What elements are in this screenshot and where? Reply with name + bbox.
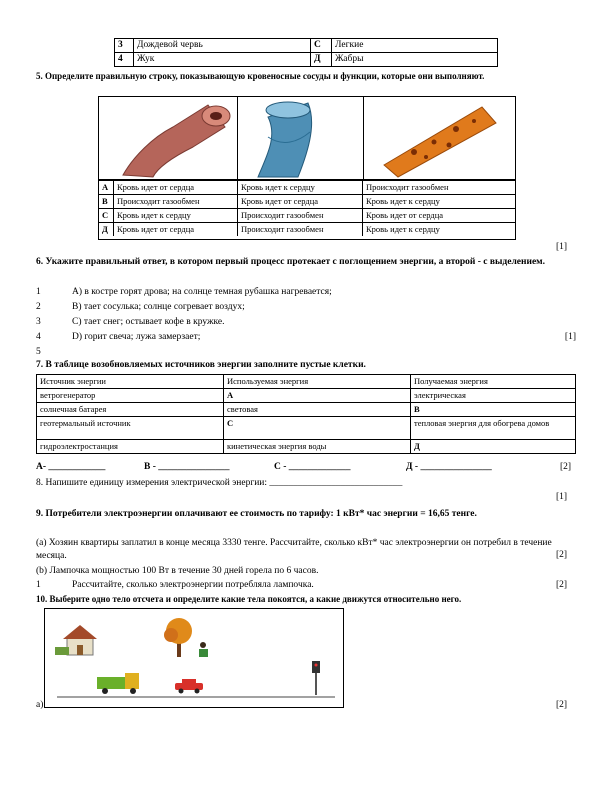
table-cell: А [224,389,411,403]
table-cell: Кровь идет от сердца [363,209,516,223]
item-text: А) в костре горят дрова; на солнце темная рубашка нагревается; [72,287,332,297]
house-icon [55,625,97,655]
table-cell: Кровь идет от сердца [238,195,363,209]
table-cell: Д [311,53,332,67]
table-cell: Происходит газообмен [238,223,363,237]
truck-icon [97,673,139,694]
list-item [36,316,576,328]
list-item [36,286,576,298]
q9b-calc-text: Рассчитайте, сколько электроэнергии потребляла лампочка. [72,580,314,590]
vessels-images-row [99,97,515,180]
table-cell: ветрогенератор [37,389,224,403]
table-cell: Кровь идет к сердцу [363,195,516,209]
table-cell: С [224,417,411,440]
item-number: 1 [36,287,41,297]
row-key: В [99,195,114,209]
question-10-text: 10. Выберите одно тело отсчета и определите какие тела покоятся, а какие движутся относительно него. [36,594,462,604]
car-icon [175,679,203,694]
artery-image-cell [113,97,238,179]
row-key: Д [99,223,114,237]
traffic-light-icon [312,661,320,695]
table-cell: Кровь идет к сердцу [114,209,238,223]
table-cell: кинетическая энергия воды [224,440,411,454]
item-number: 3 [36,317,41,327]
answer-d: Д - _______________ [406,462,492,472]
table-row [37,440,576,454]
q9a-mark: [2] [556,550,568,560]
vein-image [238,97,363,179]
energy-table [36,374,576,454]
answer-b: В - _______________ [144,462,230,472]
list-item [36,346,576,358]
reference-frame-picture [44,608,344,708]
table-row [99,223,515,237]
table-cell: Кровь идет к сердцу [238,181,363,195]
table-cell: гидроэлектростанция [37,440,224,454]
answer-c: С - _____________ [274,462,351,472]
q7-answers [36,462,576,474]
row-key: С [99,209,114,223]
question-9-text: 9. Потребители электроэнергии оплачивают ее стоимость по тарифу: 1 кВт* час энергии = 16,65 тенге. [36,509,477,519]
artery-image [113,97,237,179]
q5-mark: [1] [556,242,568,252]
table-cell: 4 [115,53,134,67]
table-cell: Жабры [332,53,498,67]
answer-a: А- ____________ [36,462,106,472]
tree-icon [164,618,192,657]
table-cell: Происходит газообмен [238,209,363,223]
table-row [99,209,515,223]
question-8-text: 8. Напишите единицу измерения электрической энергии: ____________________________ [36,478,403,488]
table-cell: тепловая энергия для обогрева домов [411,417,576,440]
q7-mark: [2] [560,462,572,472]
table-cell: геотермальный источник [37,417,224,440]
q8-mark: [1] [556,492,568,502]
table-row [99,181,515,195]
table-cell: световая [224,403,411,417]
table-row [115,39,498,53]
capillary-image-cell [364,97,514,179]
item-number: 4 [36,332,41,342]
table-cell: Кровь идет от сердца [114,181,238,195]
table-cell: В [411,403,576,417]
table-header-row [37,375,576,389]
table-cell: С [311,39,332,53]
q6-mark: [1] [564,332,576,342]
q9b-number: 1 [36,580,41,590]
table-cell: Д [411,440,576,454]
table-cell: Происходит газообмен [114,195,238,209]
table-header: Получаемая энергия [411,375,576,389]
vessels-table [98,96,516,240]
table-cell: Дождевой червь [134,39,311,53]
table-cell: солнечная батарея [37,403,224,417]
table-row [99,195,515,209]
table-cell: Кровь идет от сердца [114,223,238,237]
item-number: 5 [36,347,41,357]
table-row [37,389,576,403]
question-9b-text: (b) Лампочка мощностью 100 Вт в течение 30 дней горела по 6 часов. [36,566,319,576]
table-cell: Происходит газообмен [363,181,516,195]
vein-image-cell [238,97,364,179]
table-cell: электрическая [411,389,576,403]
question-6-text: 6. Укажите правильный ответ, в котором первый процесс протекает с поглощением энергии, а второй - с выделением. [36,257,546,267]
q10-answer-label: а) [36,700,44,710]
item-text: D) горит свеча; лужа замерзает; [72,332,201,342]
question-5-text: 5. Определите правильную строку, показывающую кровеносные сосуды и функции, которые они выполняют. [36,71,485,81]
q9b-mark: [2] [556,580,568,590]
item-text: С) тает снег; остывает кофе в кружке. [72,317,225,327]
table-cell: Кровь идет к сердцу [363,223,516,237]
scene-image [45,609,343,707]
capillary-image [364,97,514,179]
row-key: А [99,181,114,195]
question-7-text: 7. В таблице возобновляемых источников энергии заполните пустые клетки. [36,360,366,370]
top-table [114,38,498,67]
table-cell: 3 [115,39,134,53]
table-row [115,53,498,67]
list-item [36,301,576,313]
q10-mark: [2] [556,700,568,710]
item-text: В) тает сосулька; солнце согревает воздух; [72,302,245,312]
item-number: 2 [36,302,41,312]
vessels-answer-table [99,180,515,236]
table-header: Используемая энергия [224,375,411,389]
table-cell: Жук [134,53,311,67]
person-icon [199,642,208,657]
list-item [36,331,576,343]
question-9a-text: (а) Хозяин квартиры заплатил в конце месяца 3330 тенге. Рассчитайте, сколько кВт* час электроэнергии он потребил в течение месяца. [36,538,552,561]
table-cell: Легкие [332,39,498,53]
table-row [37,403,576,417]
table-row [37,417,576,440]
table-header: Источник энергии [37,375,224,389]
